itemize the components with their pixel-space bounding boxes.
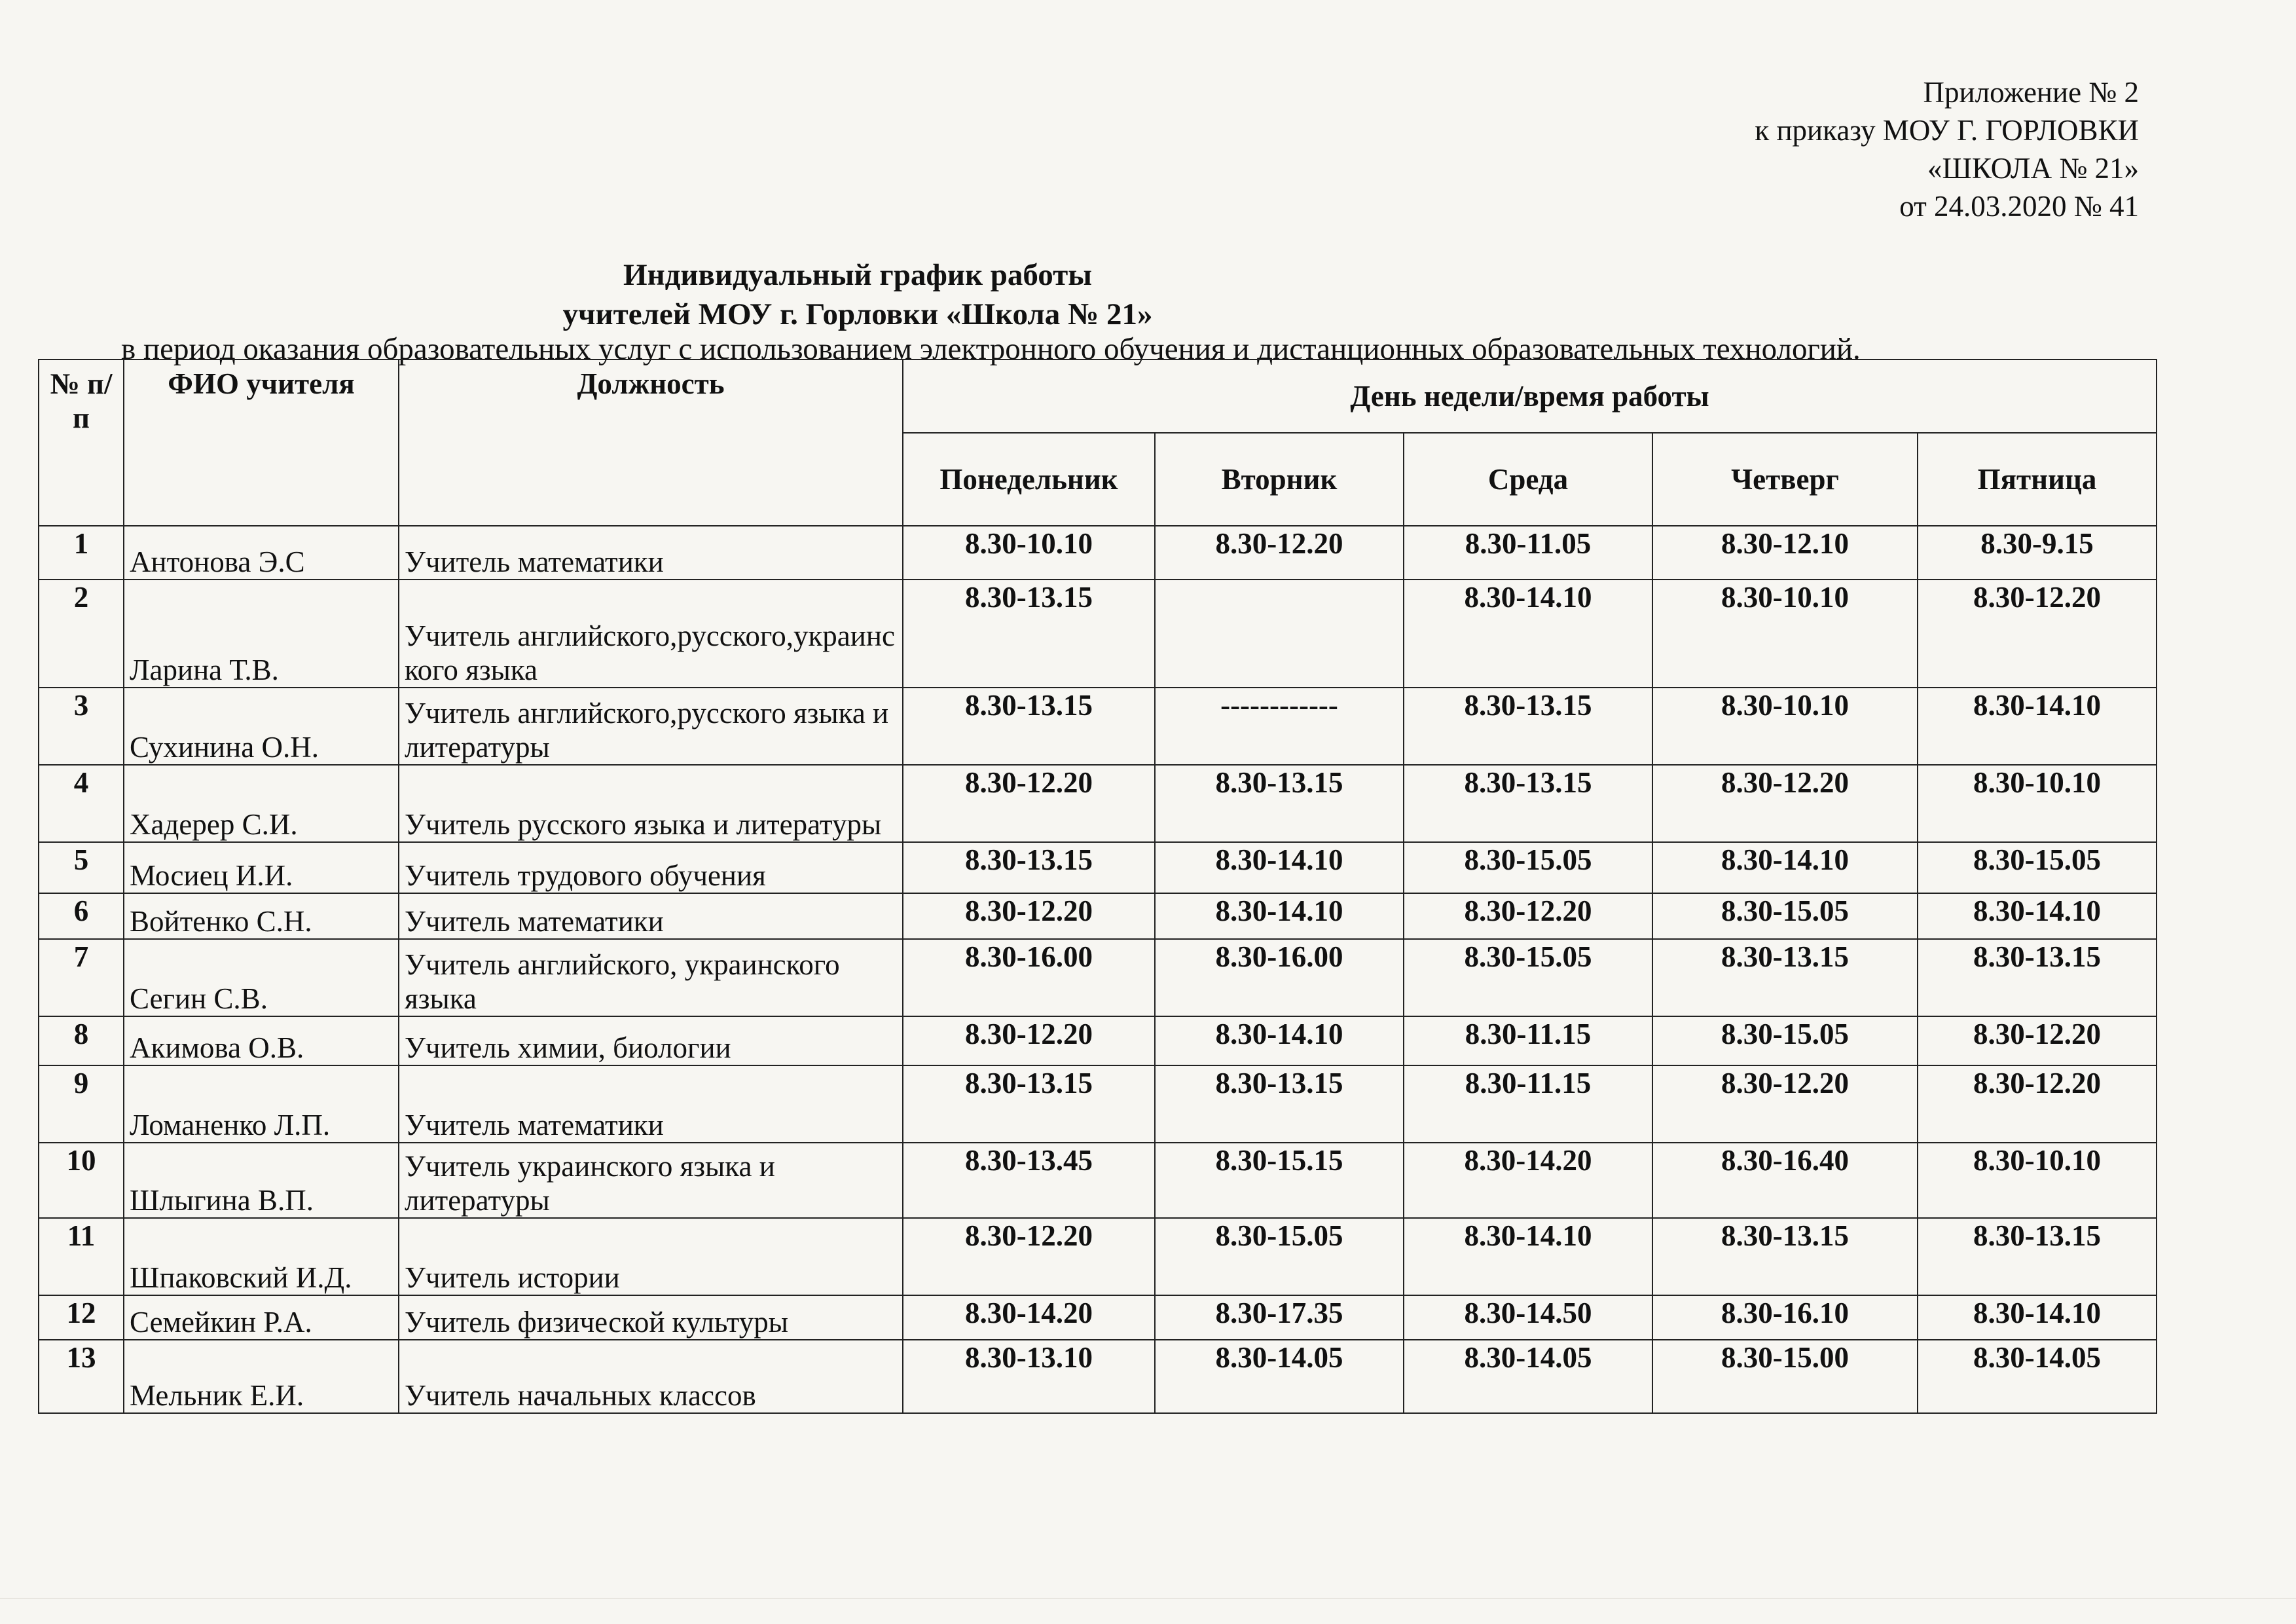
teacher-position: Учитель английского,русского языка и литературы	[399, 688, 903, 765]
header-thursday: Четверг	[1652, 433, 1918, 526]
table-row	[39, 939, 2157, 1016]
teacher-name: Шлыгина В.П.	[124, 1143, 399, 1218]
schedule-table	[38, 359, 2157, 1414]
title-line-1: Индивидуальный график работы	[623, 258, 1092, 292]
time-thursday: 8.30-14.10	[1652, 842, 1918, 893]
time-monday: 8.30-13.45	[903, 1143, 1155, 1218]
time-wednesday: 8.30-11.15	[1404, 1065, 1652, 1143]
time-wednesday: 8.30-11.15	[1404, 1016, 1652, 1065]
table-row	[39, 688, 2157, 765]
teacher-name: Акимова О.В.	[124, 1016, 399, 1065]
table-row	[39, 1295, 2157, 1340]
time-monday: 8.30-12.20	[903, 1016, 1155, 1065]
time-thursday: 8.30-15.00	[1652, 1340, 1918, 1413]
time-thursday: 8.30-15.05	[1652, 893, 1918, 939]
teacher-name: Сухинина О.Н.	[124, 688, 399, 765]
time-thursday: 8.30-16.40	[1652, 1143, 1918, 1218]
row-number: 3	[39, 688, 124, 765]
row-number: 7	[39, 939, 124, 1016]
document-subtitle: в период оказания образовательных услуг с использованием электронного обучения и дистанционных образовательных технологий.	[121, 332, 1861, 366]
teacher-name: Ларина Т.В.	[124, 580, 399, 688]
time-tuesday: 8.30-14.10	[1155, 1016, 1404, 1065]
header-days-group: День недели/время работы	[903, 360, 2157, 433]
appendix-line: к приказу МОУ Г. ГОРЛОВКИ	[1755, 114, 2139, 147]
teacher-name: Сегин С.В.	[124, 939, 399, 1016]
appendix-header	[1755, 73, 2139, 225]
row-number: 4	[39, 765, 124, 842]
time-friday: 8.30-9.15	[1918, 526, 2157, 580]
row-number: 2	[39, 580, 124, 688]
time-monday: 8.30-12.20	[903, 893, 1155, 939]
time-monday: 8.30-13.10	[903, 1340, 1155, 1413]
time-tuesday: 8.30-15.05	[1155, 1218, 1404, 1295]
time-monday: 8.30-12.20	[903, 765, 1155, 842]
time-thursday: 8.30-12.20	[1652, 765, 1918, 842]
header-name: ФИО учителя	[124, 360, 399, 526]
table-row	[39, 526, 2157, 580]
time-friday: 8.30-14.10	[1918, 893, 2157, 939]
time-wednesday: 8.30-12.20	[1404, 893, 1652, 939]
time-tuesday: 8.30-14.10	[1155, 893, 1404, 939]
time-friday: 8.30-13.15	[1918, 939, 2157, 1016]
time-thursday: 8.30-13.15	[1652, 939, 1918, 1016]
row-number: 12	[39, 1295, 124, 1340]
teacher-name: Войтенко С.Н.	[124, 893, 399, 939]
time-tuesday: 8.30-14.10	[1155, 842, 1404, 893]
header-position: Должность	[399, 360, 903, 526]
teacher-name: Ломаненко Л.П.	[124, 1065, 399, 1143]
teacher-position: Учитель математики	[399, 1065, 903, 1143]
time-wednesday: 8.30-14.10	[1404, 1218, 1652, 1295]
time-wednesday: 8.30-14.20	[1404, 1143, 1652, 1218]
time-wednesday: 8.30-15.05	[1404, 842, 1652, 893]
time-friday: 8.30-13.15	[1918, 1218, 2157, 1295]
time-monday: 8.30-13.15	[903, 1065, 1155, 1143]
time-tuesday: 8.30-12.20	[1155, 526, 1404, 580]
teacher-name: Мосиец И.И.	[124, 842, 399, 893]
table-row	[39, 1016, 2157, 1065]
header-row	[39, 360, 2157, 433]
table-row	[39, 842, 2157, 893]
time-friday: 8.30-10.10	[1918, 765, 2157, 842]
teacher-position: Учитель математики	[399, 526, 903, 580]
table-row	[39, 1340, 2157, 1413]
time-monday: 8.30-16.00	[903, 939, 1155, 1016]
page-edge-line	[0, 1598, 2296, 1599]
teacher-position: Учитель физической культуры	[399, 1295, 903, 1340]
time-monday: 8.30-13.15	[903, 842, 1155, 893]
time-tuesday: 8.30-17.35	[1155, 1295, 1404, 1340]
table-row	[39, 1143, 2157, 1218]
table-row	[39, 1065, 2157, 1143]
time-tuesday: 8.30-16.00	[1155, 939, 1404, 1016]
teacher-position: Учитель математики	[399, 893, 903, 939]
teacher-position: Учитель английского, украинского языка	[399, 939, 903, 1016]
time-wednesday: 8.30-13.15	[1404, 688, 1652, 765]
row-number: 6	[39, 893, 124, 939]
row-number: 1	[39, 526, 124, 580]
time-friday: 8.30-10.10	[1918, 1143, 2157, 1218]
time-tuesday	[1155, 580, 1404, 688]
time-friday: 8.30-15.05	[1918, 842, 2157, 893]
table-row	[39, 580, 2157, 688]
header-friday: Пятница	[1918, 433, 2157, 526]
time-monday: 8.30-13.15	[903, 580, 1155, 688]
table-row	[39, 765, 2157, 842]
teacher-name: Семейкин Р.А.	[124, 1295, 399, 1340]
appendix-line: Приложение № 2	[1923, 76, 2139, 109]
time-friday: 8.30-14.10	[1918, 1295, 2157, 1340]
time-tuesday: ------------	[1155, 688, 1404, 765]
time-friday: 8.30-14.10	[1918, 688, 2157, 765]
teacher-position: Учитель химии, биологии	[399, 1016, 903, 1065]
teacher-name: Шпаковский И.Д.	[124, 1218, 399, 1295]
time-monday: 8.30-12.20	[903, 1218, 1155, 1295]
time-monday: 8.30-14.20	[903, 1295, 1155, 1340]
appendix-line: от 24.03.2020 № 41	[1899, 190, 2139, 223]
time-thursday: 8.30-10.10	[1652, 580, 1918, 688]
table-row	[39, 1218, 2157, 1295]
teacher-position: Учитель начальных классов	[399, 1340, 903, 1413]
row-number: 13	[39, 1340, 124, 1413]
document-title	[0, 255, 1715, 334]
time-tuesday: 8.30-15.15	[1155, 1143, 1404, 1218]
header-wednesday: Среда	[1404, 433, 1652, 526]
header-tuesday: Вторник	[1155, 433, 1404, 526]
teacher-position: Учитель английского,русского,украинского языка	[399, 580, 903, 688]
teacher-position: Учитель истории	[399, 1218, 903, 1295]
time-friday: 8.30-14.05	[1918, 1340, 2157, 1413]
time-thursday: 8.30-13.15	[1652, 1218, 1918, 1295]
time-friday: 8.30-12.20	[1918, 1065, 2157, 1143]
time-thursday: 8.30-16.10	[1652, 1295, 1918, 1340]
time-friday: 8.30-12.20	[1918, 580, 2157, 688]
time-tuesday: 8.30-14.05	[1155, 1340, 1404, 1413]
teacher-position: Учитель русского языка и литературы	[399, 765, 903, 842]
title-line-2: учителей МОУ г. Горловки «Школа № 21»	[562, 297, 1153, 331]
time-tuesday: 8.30-13.15	[1155, 765, 1404, 842]
row-number: 10	[39, 1143, 124, 1218]
appendix-line: «ШКОЛА № 21»	[1927, 152, 2139, 185]
table-row	[39, 893, 2157, 939]
header-num: № п/п	[39, 360, 124, 526]
time-wednesday: 8.30-13.15	[1404, 765, 1652, 842]
time-thursday: 8.30-12.20	[1652, 1065, 1918, 1143]
time-wednesday: 8.30-14.50	[1404, 1295, 1652, 1340]
time-wednesday: 8.30-11.05	[1404, 526, 1652, 580]
time-wednesday: 8.30-14.05	[1404, 1340, 1652, 1413]
header-monday: Понедельник	[903, 433, 1155, 526]
time-thursday: 8.30-12.10	[1652, 526, 1918, 580]
teacher-name: Мельник Е.И.	[124, 1340, 399, 1413]
time-thursday: 8.30-10.10	[1652, 688, 1918, 765]
row-number: 9	[39, 1065, 124, 1143]
time-monday: 8.30-13.15	[903, 688, 1155, 765]
time-monday: 8.30-10.10	[903, 526, 1155, 580]
row-number: 8	[39, 1016, 124, 1065]
teacher-name: Хадерер С.И.	[124, 765, 399, 842]
time-tuesday: 8.30-13.15	[1155, 1065, 1404, 1143]
teacher-position: Учитель трудового обучения	[399, 842, 903, 893]
teacher-name: Антонова Э.С	[124, 526, 399, 580]
time-thursday: 8.30-15.05	[1652, 1016, 1918, 1065]
row-number: 11	[39, 1218, 124, 1295]
teacher-position: Учитель украинского языка и литературы	[399, 1143, 903, 1218]
time-wednesday: 8.30-14.10	[1404, 580, 1652, 688]
time-friday: 8.30-12.20	[1918, 1016, 2157, 1065]
time-wednesday: 8.30-15.05	[1404, 939, 1652, 1016]
row-number: 5	[39, 842, 124, 893]
